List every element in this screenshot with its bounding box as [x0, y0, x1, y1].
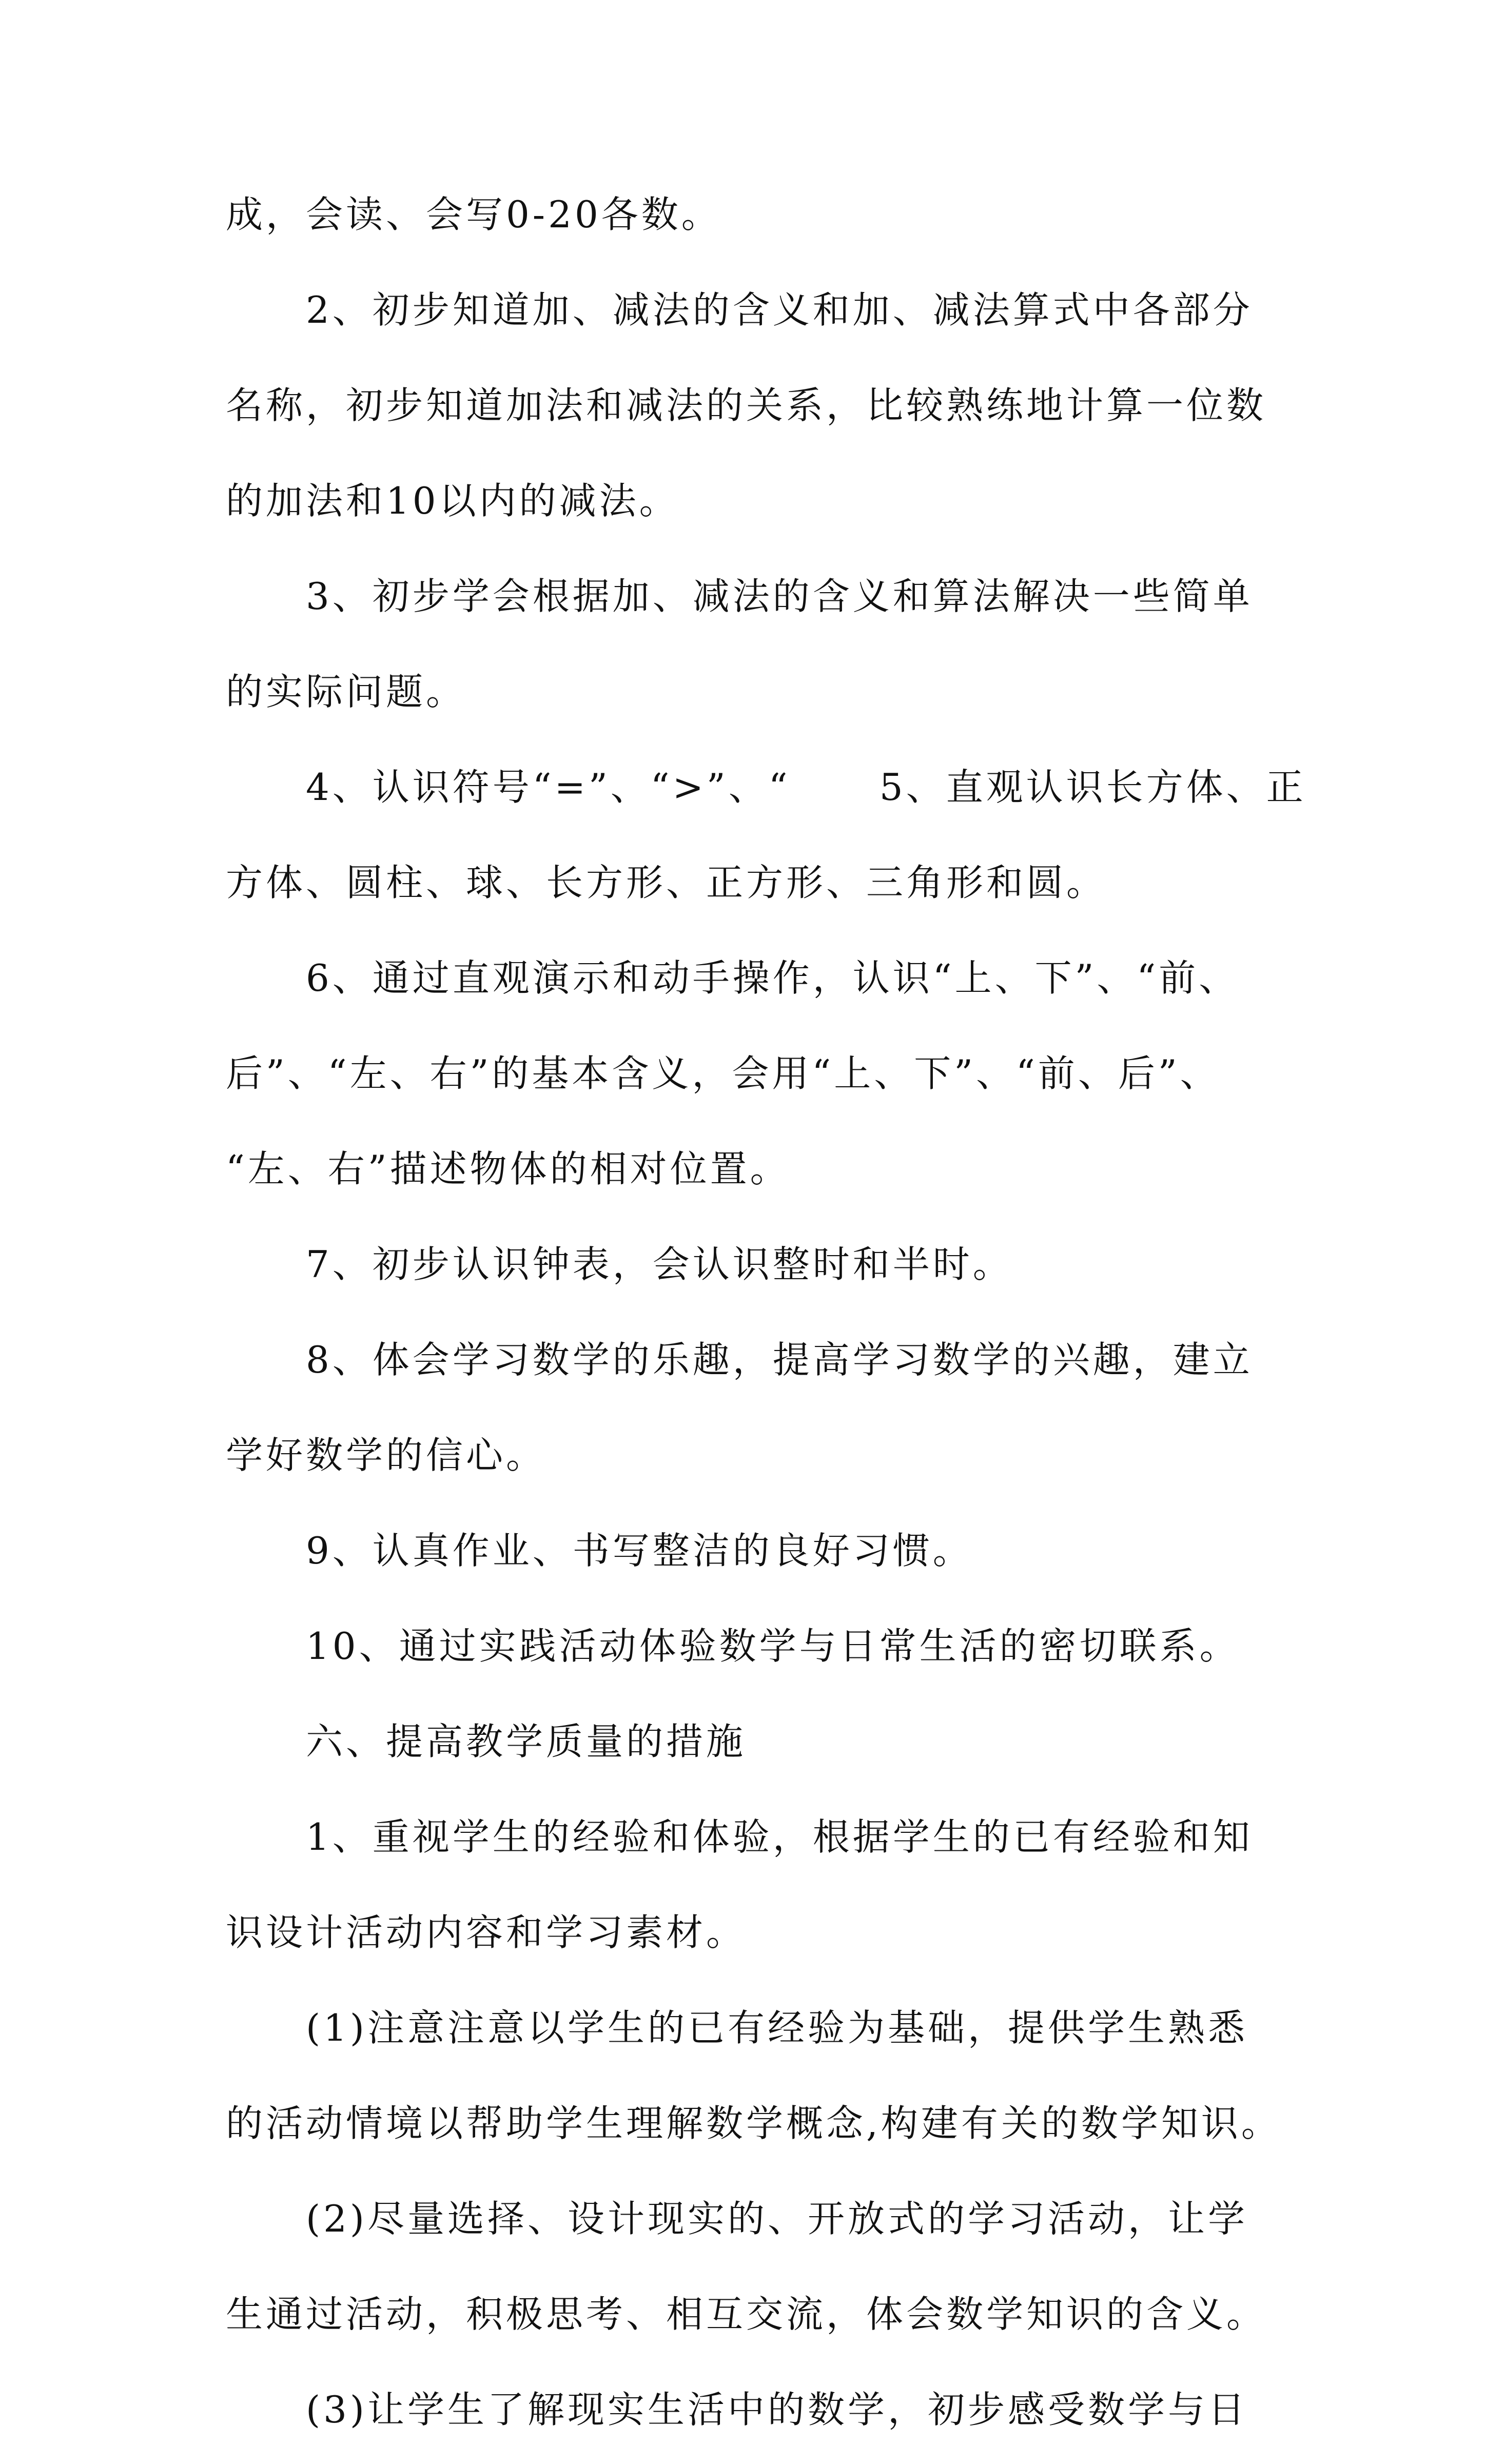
- text-line: “左、右”描述物体的相对位置。: [226, 1147, 790, 1190]
- text-line: 的加法和10以内的减法。: [226, 479, 679, 522]
- text-line: 的活动情境以帮助学生理解数学概念,构建有关的数学知识。: [226, 2102, 1281, 2145]
- text-line: 7、初步认识钟表，会认识整时和半时。: [306, 1243, 1013, 1286]
- text-line: (3)让学生了解现实生活中的数学，初步感受数学与日: [306, 2388, 1248, 2431]
- text-line: 学好数学的信心。: [226, 1434, 546, 1477]
- text-line: 8、体会学习数学的乐趣，提高学习数学的兴趣，建立: [306, 1338, 1253, 1381]
- text-line: 10、通过实践活动体验数学与日常生活的密切联系。: [306, 1625, 1240, 1668]
- text-line: 的实际问题。: [226, 670, 466, 713]
- text-line: 2、初步知道加、减法的含义和加、减法算式中各部分: [306, 288, 1253, 331]
- text-line: 成，会读、会写0-20各数。: [226, 193, 721, 236]
- text-line: 3、初步学会根据加、减法的含义和算法解决一些简单: [306, 575, 1253, 618]
- text-line: (1)注意注意以学生的已有经验为基础，提供学生熟悉: [306, 2006, 1248, 2049]
- text-line: 6、通过直观演示和动手操作，认识“上、下”、“前、: [306, 956, 1239, 1000]
- text-line: 方体、圆柱、球、长方形、正方形、三角形和圆。: [226, 861, 1107, 904]
- text-line: 生通过活动，积极思考、相互交流，体会数学知识的含义。: [226, 2293, 1267, 2336]
- text-line: 名称，初步知道加法和减法的关系，比较熟练地计算一位数: [226, 384, 1267, 427]
- text-line: 后”、“左、右”的基本含义，会用“上、下”、“前、后”、: [226, 1052, 1220, 1095]
- text-line: (2)尽量选择、设计现实的、开放式的学习活动，让学: [306, 2197, 1248, 2240]
- text-line: 9、认真作业、书写整洁的良好习惯。: [306, 1529, 973, 1572]
- text-line: 4、认识符号“=”、“>”、“ 5、直观认识长方体、正: [306, 766, 1306, 809]
- section-heading: 六、提高教学质量的措施: [306, 1720, 747, 1763]
- text-line: 识设计活动内容和学习素材。: [226, 1911, 747, 1954]
- body-text: [226, 173, 1306, 2464]
- text-line: 1、重视学生的经验和体验，根据学生的已有经验和知: [306, 1815, 1253, 1859]
